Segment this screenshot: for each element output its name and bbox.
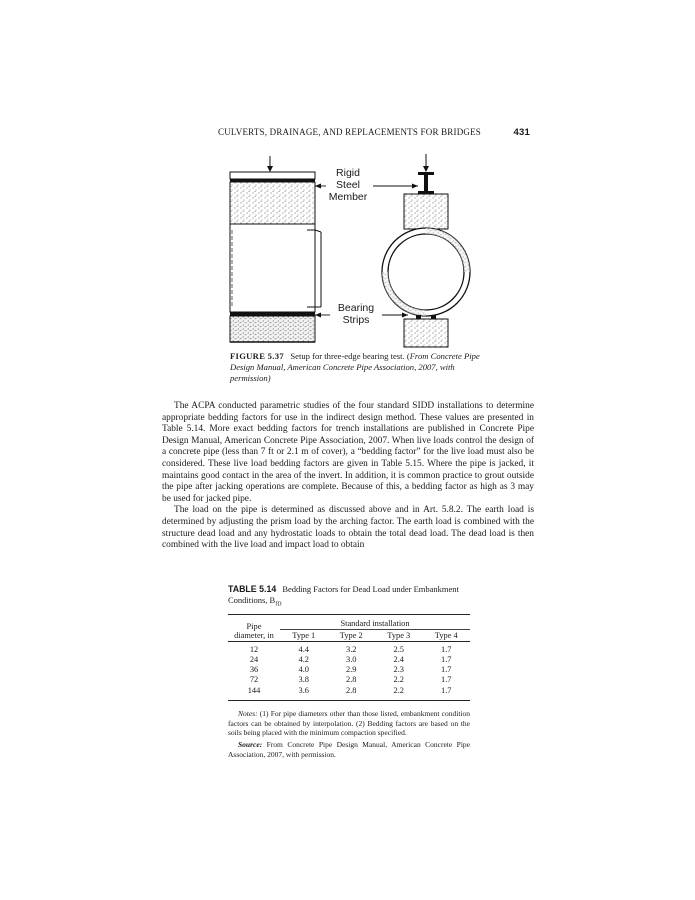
table-row: 12 4.4 3.2 2.5 1.7 bbox=[228, 641, 470, 655]
notes-paragraph bbox=[228, 709, 470, 738]
label-strips: Strips bbox=[342, 314, 370, 326]
table-row: 144 3.6 2.8 2.2 1.7 bbox=[228, 686, 470, 701]
group-header: Standard installation bbox=[280, 614, 470, 629]
figure-caption-from: From bbox=[409, 351, 429, 361]
col-type-3: Type 3 bbox=[387, 630, 411, 640]
label-steel: Steel bbox=[336, 179, 360, 191]
figure-drawing bbox=[222, 152, 482, 352]
notes-text: (1) For pipe diameters other than those listed, embankment condition factors can be obtained by interpolation. (2) Bedding factors are based on the soils being placed with the minimum compaction specified. bbox=[228, 708, 470, 738]
paragraph-2: The load on the pipe is determined as discussed above and in Art. 5.8.2. The earth load is determined by adjusting the prism load by the arching factor. The earth load is combined with the structure dead load and any hydrostatic loads to obtain the total dead load. The dead load is then combined with the live load and impact load to obtain bbox=[162, 505, 534, 551]
figure-caption-text: Setup for three-edge bearing test. ( bbox=[290, 351, 410, 361]
label-bearing: Bearing bbox=[337, 302, 375, 314]
side-base-timber bbox=[230, 316, 315, 342]
side-steel-member bbox=[230, 172, 315, 179]
table-row: 72 3.8 2.8 2.2 1.7 bbox=[249, 675, 452, 685]
notes-label: Notes: bbox=[238, 708, 258, 718]
row-header: Pipe diameter, in bbox=[234, 621, 274, 640]
end-top-timber bbox=[404, 194, 448, 229]
source-label: Source: bbox=[238, 740, 263, 750]
table-notes bbox=[228, 709, 470, 760]
body-text bbox=[162, 401, 534, 552]
running-title: CULVERTS, DRAINAGE, AND REPLACEMENTS FOR BRIDGES bbox=[218, 127, 482, 137]
label-rigid: Rigid bbox=[336, 167, 360, 179]
figure-number: FIGURE 5.37 bbox=[230, 351, 284, 361]
paragraph-1: The ACPA conducted parametric studies of the four standard SIDD installations to determine appropriate bedding factors for use in the indirect design method. These values are presented in Table 5.14. More exact bedding factors for trench installations are published in Concrete Pipe Design Manual, American Concrete Pipe Association, 2007. When live loads control the design of a concrete pipe (less than 7 ft or 2.1 m of cover), a “bedding factor” for the live load must also be considered. These live load bedding factors are given in Table 5.15. Where the pipe is jacked, it maintains good contact in the area of the invert. In addition, it is common practice to grout outside the pipe after jacking operations are complete. Because of this, a bedding factor as high as 3 may be used for jacked pipe. bbox=[162, 401, 534, 504]
table-5-14 bbox=[228, 584, 470, 762]
side-bearing-strip bbox=[230, 312, 315, 316]
source-text: From Concrete Pipe Design Manual, American Concrete Pipe Association, 2007, with permission. bbox=[228, 740, 470, 759]
side-pipe bbox=[230, 224, 315, 312]
table-caption-sub: fD bbox=[275, 601, 282, 608]
table-row: 24 4.2 3.0 2.4 1.7 bbox=[249, 654, 452, 664]
side-view-drawing bbox=[230, 156, 321, 342]
end-bearing-strip-left bbox=[416, 315, 421, 319]
col-type-1: Type 1 bbox=[292, 630, 316, 640]
running-header bbox=[200, 127, 530, 141]
label-member: Member bbox=[328, 191, 368, 203]
figure-three-edge-bearing bbox=[222, 152, 482, 352]
table-row: 36 4.0 2.9 2.3 1.7 bbox=[249, 665, 452, 675]
col-type-2: Type 2 bbox=[339, 630, 363, 640]
table-caption-text: Bedding Factors for Dead Load under Embankment Conditions, B bbox=[228, 584, 459, 605]
table-caption bbox=[228, 584, 470, 610]
end-view-drawing bbox=[382, 154, 470, 347]
source-paragraph bbox=[228, 740, 470, 760]
figure-caption-source: Concrete Pipe Design Manual, American Concrete Pipe Association, 2007, with permission) bbox=[230, 351, 480, 383]
pipe-inner-wall bbox=[388, 234, 464, 310]
end-bearing-strip-right bbox=[431, 315, 436, 319]
steel-web bbox=[424, 175, 428, 191]
steel-flange-top bbox=[418, 172, 434, 175]
table-number: TABLE 5.14 bbox=[228, 584, 277, 594]
side-top-timber bbox=[230, 182, 315, 224]
bedding-factor-table bbox=[228, 614, 470, 701]
col-type-4: Type 4 bbox=[434, 630, 458, 640]
page-number: 431 bbox=[513, 127, 530, 138]
figure-caption bbox=[230, 351, 495, 384]
end-base-timber bbox=[404, 319, 448, 347]
